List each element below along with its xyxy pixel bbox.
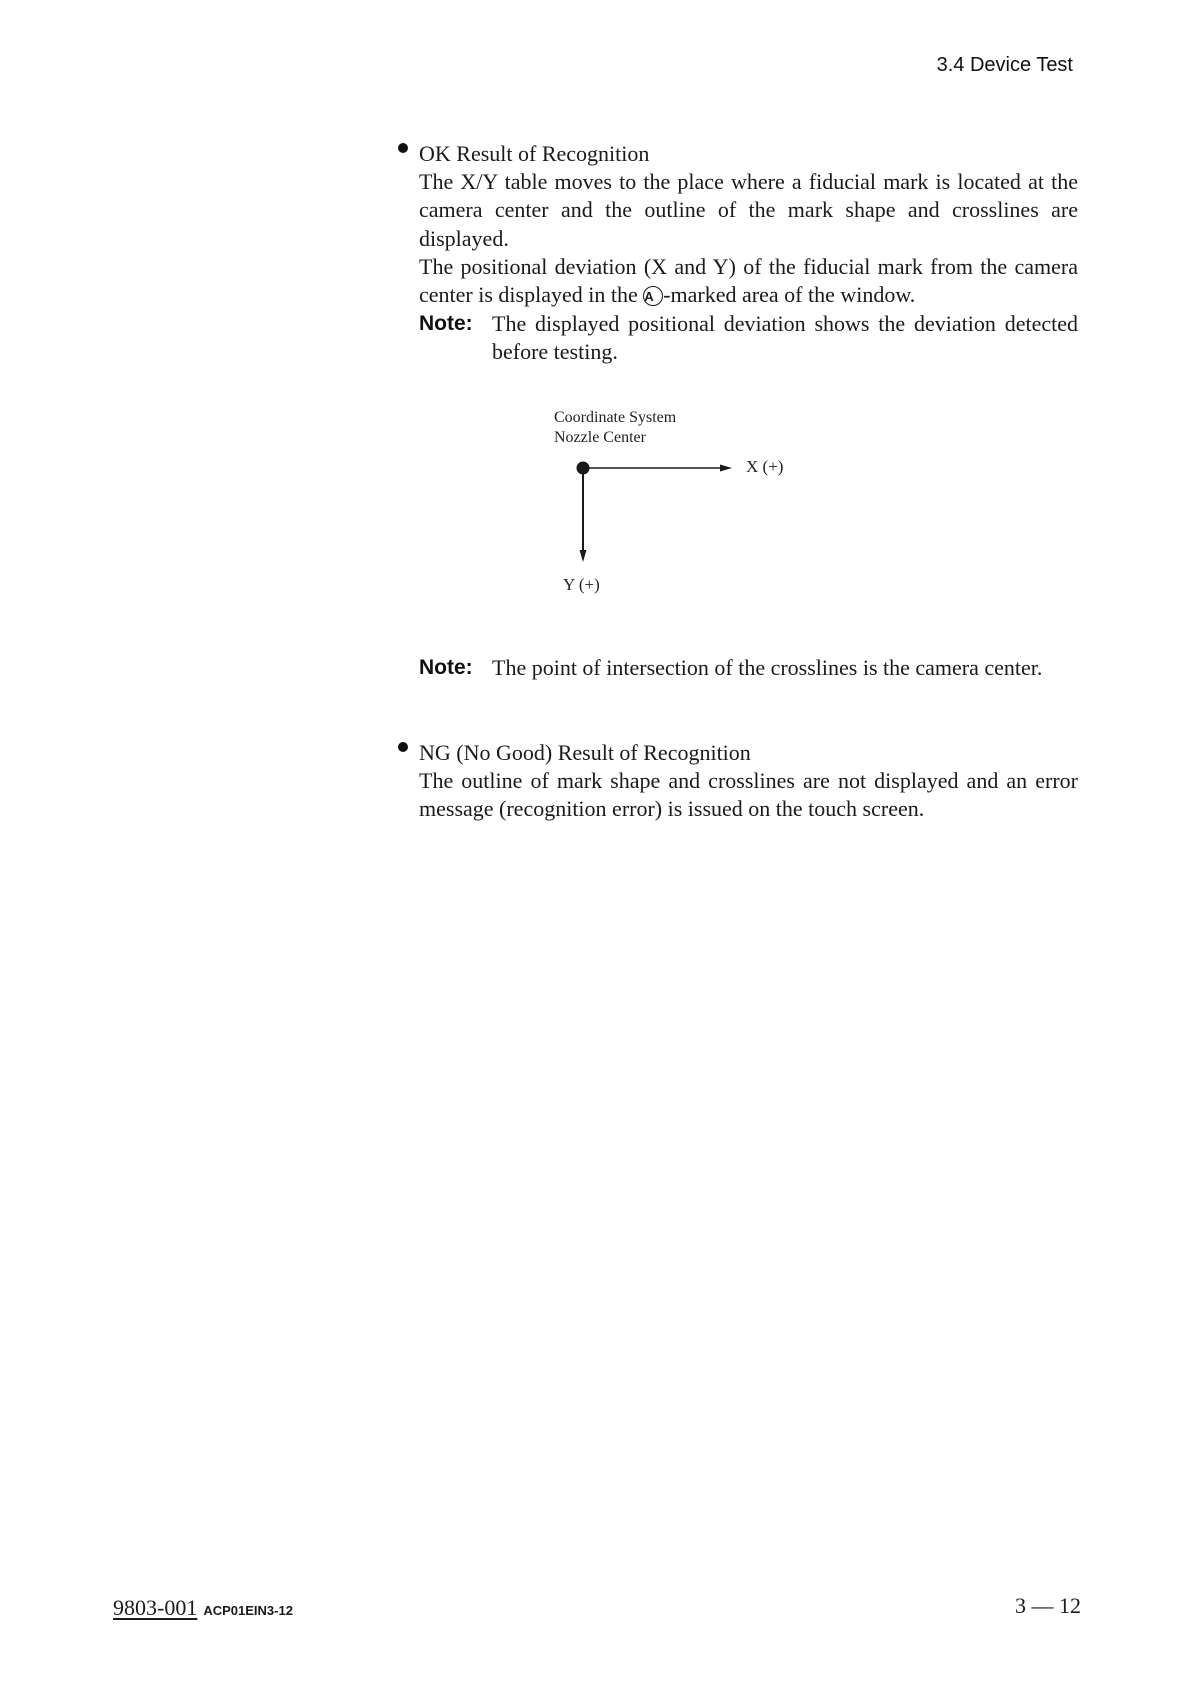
diagram-title-line2: Nozzle Center xyxy=(554,429,646,446)
note-label: Note: xyxy=(419,656,473,679)
ok-para-2-end: -marked area of the window. xyxy=(663,282,916,308)
origin-dot xyxy=(577,462,590,475)
note-label: Note: xyxy=(419,312,473,335)
y-arrow-icon xyxy=(580,550,587,562)
ok-note xyxy=(419,310,1078,367)
note-text: The displayed positional deviation shows the deviation detected before testing. xyxy=(492,311,1078,365)
ng-section-body xyxy=(419,767,1078,824)
crossline-note xyxy=(419,654,1078,682)
x-axis-label: X (+) xyxy=(746,457,784,476)
doc-code: ACP01EIN3-12 xyxy=(203,1603,293,1618)
doc-number: 9803-001 xyxy=(113,1595,198,1620)
footer-document-id xyxy=(113,1595,293,1621)
section-header: 3.4 Device Test xyxy=(936,54,1073,76)
ng-para: The outline of mark shape and crosslines are not displayed and an error message (recognition error) is issued on the touch screen. xyxy=(419,768,1078,822)
note-text: The point of intersection of the crosslines is the camera center. xyxy=(492,655,1043,680)
ng-section-title: NG (No Good) Result of Recognition xyxy=(419,740,751,765)
x-arrow-icon xyxy=(720,465,732,472)
ok-section-title: OK Result of Recognition xyxy=(419,141,650,166)
ok-para-1: The X/Y table moves to the place where a fiducial mark is located at the camera center and the outline of the mark shape and crosslines are displayed. xyxy=(419,169,1078,251)
bullet-icon xyxy=(398,742,408,752)
circled-a-icon: A xyxy=(643,286,663,306)
ok-para-2-start: The positional deviation (X and Y) of the fiducial mark from the camera center is displayed in the xyxy=(419,253,1078,308)
page-number: 3 — 12 xyxy=(1015,1593,1081,1618)
y-axis-label: Y (+) xyxy=(563,575,600,594)
bullet-icon xyxy=(398,143,408,153)
coordinate-diagram xyxy=(570,452,740,564)
ok-para-2 xyxy=(419,253,1078,310)
ok-section-body xyxy=(419,168,1078,309)
diagram-title-line1: Coordinate System xyxy=(554,409,677,426)
